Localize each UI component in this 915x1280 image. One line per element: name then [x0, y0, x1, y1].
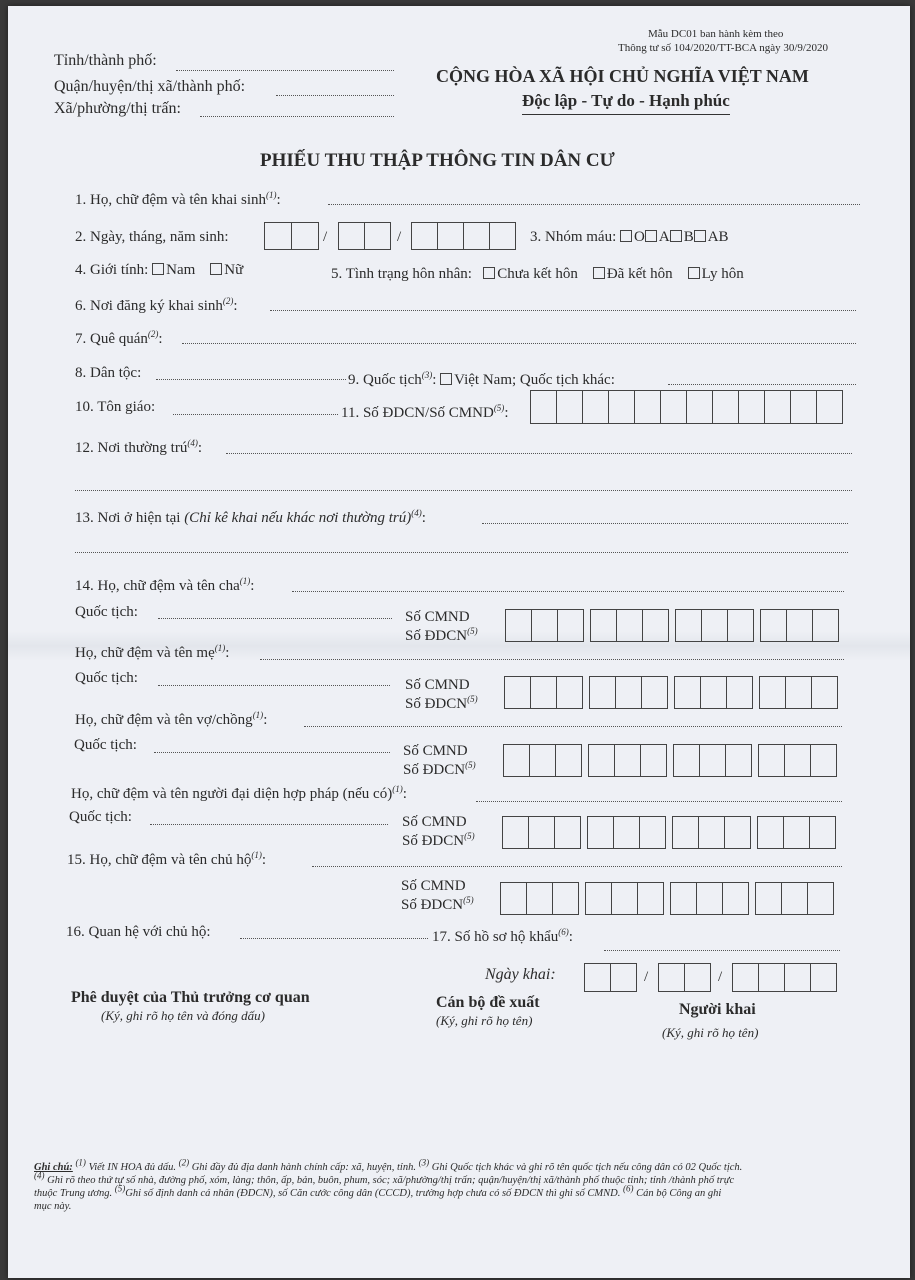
digit-box[interactable]	[641, 676, 668, 709]
digit-group[interactable]	[672, 816, 750, 849]
single-checkbox[interactable]	[483, 267, 495, 279]
mother-label: Họ, chữ đệm và tên mẹ$^{(1)}$:	[75, 643, 230, 661]
digit-box[interactable]	[696, 882, 723, 915]
mother-name-line[interactable]	[260, 659, 844, 660]
digit-box[interactable]	[674, 676, 701, 709]
ward-label: Xã/phường/thị trấn:	[54, 100, 181, 117]
digit-box[interactable]	[722, 882, 749, 915]
digit-box[interactable]	[785, 676, 812, 709]
digit-box[interactable]	[809, 816, 836, 849]
divorced-checkbox[interactable]	[688, 267, 700, 279]
digit-box[interactable]	[590, 609, 617, 642]
field-17-line[interactable]	[604, 950, 840, 951]
digit-box[interactable]	[811, 676, 838, 709]
slash-2: /	[397, 229, 402, 245]
declarant-title: Người khai	[679, 1001, 756, 1018]
digit-box[interactable]	[557, 609, 584, 642]
field-6-line[interactable]	[270, 310, 856, 311]
digit-box[interactable]	[639, 816, 666, 849]
digit-group[interactable]	[588, 744, 666, 777]
digit-box[interactable]	[613, 816, 640, 849]
digit-box[interactable]	[700, 676, 727, 709]
digit-box[interactable]	[738, 390, 765, 424]
digit-group[interactable]	[505, 609, 583, 642]
father-nationality-line[interactable]	[158, 618, 392, 619]
female-checkbox[interactable]	[210, 263, 222, 275]
digit-box[interactable]	[699, 744, 726, 777]
approver-note: (Ký, ghi rõ họ tên và đóng dấu)	[101, 1008, 265, 1023]
blood-b-checkbox[interactable]	[670, 230, 682, 242]
representative-id-boxes[interactable]	[502, 816, 835, 849]
digit-box[interactable]	[675, 609, 702, 642]
field-12-label: 12. Nơi thường trú$^{(4)}$:	[75, 438, 202, 456]
footnote-line-2: $^{(4)}$ Ghi rõ theo thứ tự số nhà, đường phố, xóm, làng; thôn, ấp, bản, buôn, phum, sóc; xã/phường/thị trấn; quận/huyện/thị xã/thành phố thuộc tỉnh; tỉnh /thành phố trực	[34, 1170, 735, 1186]
digit-box[interactable]	[503, 744, 530, 777]
father-id-label: Số CMND Số ĐDCN$^{(5)}$	[405, 609, 478, 644]
digit-box[interactable]	[810, 744, 837, 777]
digit-box[interactable]	[502, 816, 529, 849]
digit-box[interactable]	[526, 882, 553, 915]
digit-box[interactable]	[757, 816, 784, 849]
province-line[interactable]	[176, 70, 394, 71]
mother-id-boxes[interactable]	[504, 676, 837, 709]
representative-nationality-line[interactable]	[150, 824, 388, 825]
digit-box[interactable]	[554, 816, 581, 849]
digit-box[interactable]	[812, 609, 839, 642]
digit-box[interactable]	[528, 816, 555, 849]
field-2-label: 2. Ngày, tháng, năm sinh:	[75, 229, 229, 245]
motto: Độc lập - Tự do - Hạnh phúc	[522, 91, 730, 115]
digit-box[interactable]	[724, 816, 751, 849]
digit-box[interactable]	[500, 882, 527, 915]
digit-group[interactable]	[503, 744, 581, 777]
page-title: PHIẾU THU THẬP THÔNG TIN DÂN CƯ	[260, 150, 615, 171]
field-11-label: 11. Số ĐDCN/Số CMND$^{(5)}$:	[341, 403, 509, 421]
birth-year-boxes[interactable]	[411, 222, 515, 250]
digit-box[interactable]	[585, 882, 612, 915]
digit-box[interactable]	[660, 390, 687, 424]
declaration-month-boxes[interactable]	[658, 963, 710, 992]
district-line[interactable]	[276, 95, 394, 96]
birth-month-boxes[interactable]	[338, 222, 390, 250]
field-7-label: 7. Quê quán$^{(2)}$:	[75, 329, 163, 347]
declaration-day-boxes[interactable]	[584, 963, 636, 992]
digit-box[interactable]	[640, 744, 667, 777]
mother-id-label: Số CMND Số ĐDCN$^{(5)}$	[405, 677, 478, 712]
digit-group[interactable]	[587, 816, 665, 849]
footnote-line-1: Ghi chú: $^{(1)}$ Viết IN HOA đủ dấu. $^{(2)}$ Ghi đầy đủ địa danh hành chính cấp: xã, huyện, tỉnh. $^{(3)}$ Ghi Quốc tịch khác và ghi rõ tên quốc tịch nếu công dân có 02 Quốc tịch.	[34, 1157, 743, 1173]
digit-box[interactable]	[556, 390, 583, 424]
digit-box[interactable]	[764, 390, 791, 424]
field-12-line-2[interactable]	[75, 490, 852, 491]
field-13-label: 13. Nơi ở hiện tại (Chỉ kê khai nếu khác nơi thường trú)$^{(4)}$:	[75, 508, 426, 526]
digit-box[interactable]	[529, 744, 556, 777]
digit-box[interactable]	[726, 676, 753, 709]
digit-group[interactable]	[585, 882, 663, 915]
digit-box[interactable]	[611, 882, 638, 915]
digit-group[interactable]	[673, 744, 751, 777]
digit-box[interactable]	[531, 609, 558, 642]
country-name: CỘNG HÒA XÃ HỘI CHỦ NGHĨA VIỆT NAM	[436, 66, 809, 86]
circular-ref: Thông tư số 104/2020/TT-BCA ngày 30/9/2020	[618, 42, 828, 54]
married-checkbox[interactable]	[593, 267, 605, 279]
digit-box[interactable]	[807, 882, 834, 915]
digit-box[interactable]	[755, 882, 782, 915]
slash-4: /	[718, 969, 723, 985]
digit-box[interactable]	[616, 609, 643, 642]
field-16-label: 16. Quan hệ với chủ hộ:	[66, 924, 211, 940]
paper-form	[8, 6, 910, 1278]
footnote-line-3: thuộc Trung ương. $^{(5)}$Ghi số định danh cá nhân (ĐDCN), số Căn cước công dân (CCCD), trường hợp chưa có số ĐDCN thì ghi số CMND. $^{(6)}$ Cán bộ Công an ghi	[34, 1183, 722, 1199]
father-nationality-label: Quốc tịch:	[75, 604, 138, 620]
digit-box[interactable]	[727, 609, 754, 642]
field-12-line[interactable]	[226, 453, 852, 454]
form-code: Mẫu DC01 ban hành kèm theo	[648, 28, 784, 40]
field-16-line[interactable]	[240, 938, 428, 939]
digit-box[interactable]	[588, 744, 615, 777]
field-13-line-2[interactable]	[75, 552, 848, 553]
household-head-id-label: Số CMND Số ĐDCN$^{(5)}$	[401, 878, 474, 913]
district-label: Quận/huyện/thị xã/thành phố:	[54, 78, 246, 95]
footnote-line-4: mục này.	[34, 1201, 72, 1212]
spouse-label: Họ, chữ đệm và tên vợ/chồng$^{(1)}$:	[75, 710, 268, 728]
blood-o-checkbox[interactable]	[620, 230, 632, 242]
representative-label: Họ, chữ đệm và tên người đại diện hợp pháp (nếu có)$^{(1)}$:	[71, 784, 407, 802]
digit-box[interactable]	[673, 744, 700, 777]
field-8-label: 8. Dân tộc:	[75, 365, 142, 381]
spouse-id-boxes[interactable]	[503, 744, 836, 777]
slash-3: /	[644, 969, 649, 985]
digit-box[interactable]	[637, 882, 664, 915]
vietnam-checkbox[interactable]	[440, 373, 452, 385]
digit-box[interactable]	[783, 816, 810, 849]
digit-box[interactable]	[589, 676, 616, 709]
digit-box[interactable]	[725, 744, 752, 777]
field-7-line[interactable]	[182, 343, 856, 344]
male-checkbox[interactable]	[152, 263, 164, 275]
household-head-line[interactable]	[312, 866, 842, 867]
digit-group[interactable]	[674, 676, 752, 709]
digit-box[interactable]	[556, 676, 583, 709]
digit-box[interactable]	[786, 609, 813, 642]
field-17-label: 17. Số hồ sơ hộ khẩu$^{(6)}$:	[432, 927, 573, 945]
ward-line[interactable]	[200, 116, 394, 117]
digit-box[interactable]	[587, 816, 614, 849]
digit-box[interactable]	[712, 390, 739, 424]
field-5-label: 5. Tình trạng hôn nhân: Chưa kết hôn Đã kết hôn Ly hôn	[331, 266, 744, 282]
digit-box[interactable]	[608, 390, 635, 424]
spouse-nationality-label: Quốc tịch:	[74, 737, 137, 753]
digit-group[interactable]	[755, 882, 833, 915]
field-15-label: 15. Họ, chữ đệm và tên chủ hộ$^{(1)}$:	[67, 850, 267, 868]
digit-box[interactable]	[614, 744, 641, 777]
father-name-line[interactable]	[292, 591, 844, 592]
digit-group[interactable]	[500, 882, 578, 915]
officer-note: (Ký, ghi rõ họ tên)	[436, 1013, 533, 1028]
digit-box[interactable]	[701, 609, 728, 642]
mother-nationality-line[interactable]	[158, 685, 390, 686]
digit-group[interactable]	[675, 609, 753, 642]
field-10-label: 10. Tôn giáo:	[75, 399, 156, 415]
field-4-label: 4. Giới tính: Nam Nữ	[75, 262, 244, 278]
digit-box[interactable]	[634, 390, 661, 424]
spouse-name-line[interactable]	[304, 726, 842, 727]
representative-id-label: Số CMND Số ĐDCN$^{(5)}$	[402, 814, 475, 849]
digit-box[interactable]	[784, 744, 811, 777]
blood-ab-checkbox[interactable]	[694, 230, 706, 242]
representative-name-line[interactable]	[476, 801, 842, 802]
father-id-boxes[interactable]	[505, 609, 838, 642]
birth-day-boxes[interactable]	[264, 222, 318, 250]
province-label: Tỉnh/thành phố:	[54, 52, 157, 69]
digit-group[interactable]	[670, 882, 748, 915]
digit-box[interactable]	[530, 390, 557, 424]
digit-group[interactable]	[759, 676, 837, 709]
approver-title: Phê duyệt của Thủ trưởng cơ quan	[71, 989, 310, 1006]
field-8-line[interactable]	[156, 379, 346, 380]
digit-box[interactable]	[790, 390, 817, 424]
declaration-date-label: Ngày khai:	[485, 966, 556, 983]
field-6-label: 6. Nơi đăng ký khai $\sinh^{(2)}$:	[75, 296, 238, 314]
digit-box[interactable]	[504, 676, 531, 709]
mother-nationality-label: Quốc tịch:	[75, 670, 138, 686]
representative-nationality-label: Quốc tịch:	[69, 809, 132, 825]
declarant-note: (Ký, ghi rõ họ tên)	[662, 1025, 759, 1040]
household-head-id-boxes[interactable]	[500, 882, 833, 915]
field-1-label: 1. Họ, chữ đệm và tên khai $\sinh^{(1)}$:	[75, 190, 281, 208]
field-10-line[interactable]	[173, 414, 338, 415]
digit-box[interactable]	[670, 882, 697, 915]
digit-box[interactable]	[615, 676, 642, 709]
field-9-line[interactable]	[668, 384, 856, 385]
digit-group[interactable]	[589, 676, 667, 709]
field-1-line[interactable]	[328, 204, 860, 205]
digit-box[interactable]	[505, 609, 532, 642]
digit-box[interactable]	[760, 609, 787, 642]
digit-box[interactable]	[555, 744, 582, 777]
digit-box[interactable]	[552, 882, 579, 915]
digit-box[interactable]	[698, 816, 725, 849]
digit-group[interactable]	[760, 609, 838, 642]
digit-group[interactable]	[504, 676, 582, 709]
field-14-label: 14. Họ, chữ đệm và tên cha$^{(1)}$:	[75, 576, 255, 594]
digit-box[interactable]	[816, 390, 843, 424]
digit-group[interactable]	[502, 816, 580, 849]
digit-box[interactable]	[672, 816, 699, 849]
declaration-year-boxes[interactable]	[732, 963, 836, 992]
spouse-id-label: Số CMND Số ĐDCN$^{(5)}$	[403, 743, 476, 778]
digit-box[interactable]	[642, 609, 669, 642]
slash-1: /	[323, 229, 328, 245]
digit-box[interactable]	[530, 676, 557, 709]
digit-box[interactable]	[759, 676, 786, 709]
spouse-nationality-line[interactable]	[154, 752, 390, 753]
id-number-boxes[interactable]	[530, 390, 842, 424]
field-3-label: 3. Nhóm máu: O A B AB	[530, 229, 729, 245]
field-9-label: 9. Quốc tịch$^{(3)}$: Việt Nam; Quốc tịch khác:	[348, 370, 615, 388]
officer-title: Cán bộ đề xuất	[436, 994, 540, 1011]
digit-box[interactable]	[758, 744, 785, 777]
digit-box[interactable]	[781, 882, 808, 915]
digit-box[interactable]	[582, 390, 609, 424]
digit-group[interactable]	[757, 816, 835, 849]
digit-group[interactable]	[758, 744, 836, 777]
digit-box[interactable]	[686, 390, 713, 424]
blood-a-checkbox[interactable]	[645, 230, 657, 242]
digit-group[interactable]	[590, 609, 668, 642]
field-13-line[interactable]	[482, 523, 848, 524]
